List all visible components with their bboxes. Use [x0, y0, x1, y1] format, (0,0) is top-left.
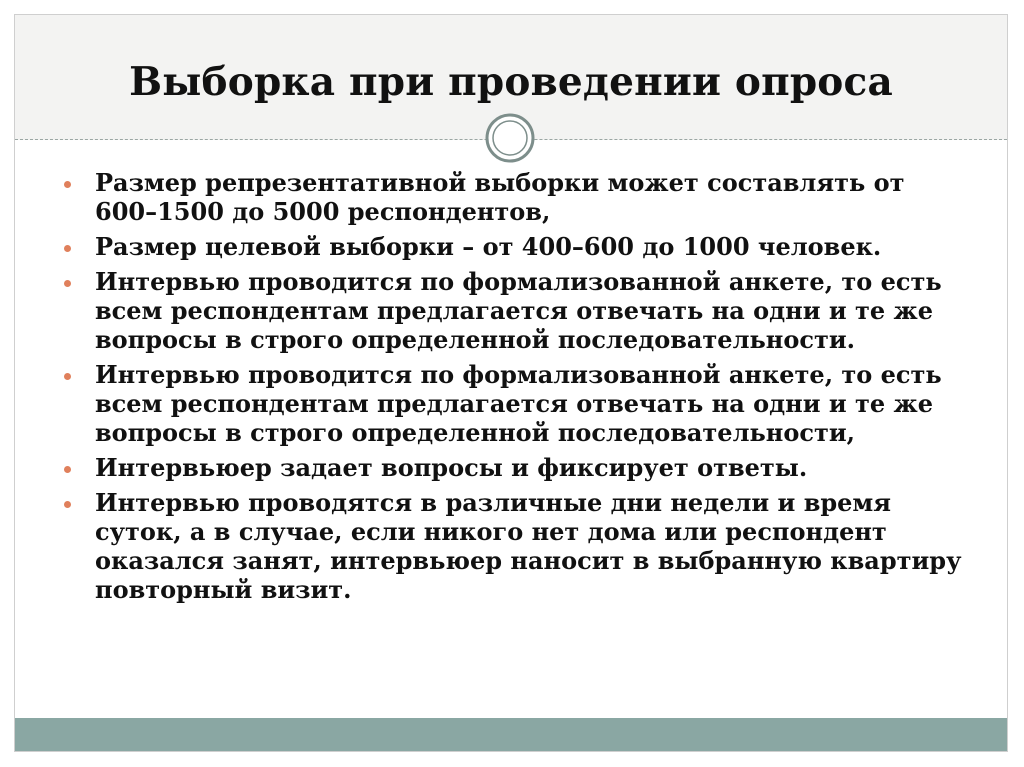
bullet-dot-icon: [64, 466, 71, 473]
bullet-dot-icon: [64, 245, 71, 252]
bullet-item: [62, 453, 962, 482]
bullet-dot-icon: [64, 181, 71, 188]
bullet-dot-icon: [64, 501, 71, 508]
bullet-list: [62, 168, 962, 610]
bullet-text: Размер репрезентативной выборки может составлять от 600–1500 до 5000 респондентов,: [95, 168, 905, 226]
bullet-dot-icon: [64, 373, 71, 380]
bullet-item: [62, 232, 962, 261]
bullet-text: Интервью проводится по формализованной анкете, то есть всем респондентам предлагается отвечать на одни и те же вопросы в строго определенной последовательности.: [95, 267, 942, 354]
bullet-item: [62, 360, 962, 447]
slide-title: Выборка при проведении опроса: [129, 59, 893, 105]
bullet-text: Интервью проводится по формализованной анкете, то есть всем респондентам предлагается отвечать на одни и те же вопросы в строго определенной последовательности,: [95, 360, 942, 447]
bullet-text: Размер целевой выборки – от 400–600 до 1000 человек.: [95, 232, 882, 261]
bullet-text: Интервьюер задает вопросы и фиксирует ответы.: [95, 453, 808, 482]
bullet-dot-icon: [64, 280, 71, 287]
circle-ornament-icon: [485, 113, 535, 163]
bullet-item: [62, 168, 962, 226]
bullet-item: [62, 267, 962, 354]
bullet-item: [62, 488, 962, 604]
bullet-text: Интервью проводятся в различные дни недели и время суток, а в случае, если никого нет дома или респондент оказался занят, интервьюер наносит в выбранную квартиру повторный визит.: [95, 488, 962, 604]
footer-bar: [15, 718, 1007, 751]
